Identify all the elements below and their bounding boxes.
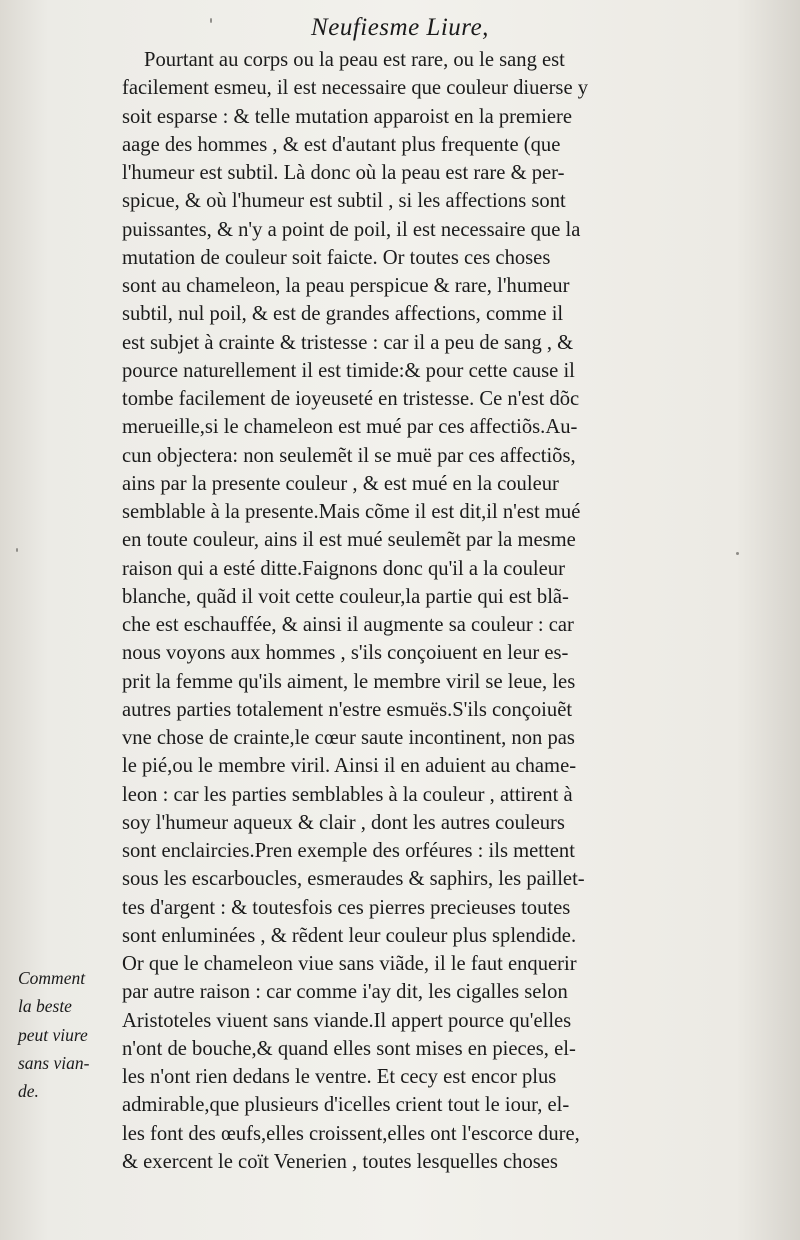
margin-note-line: Comment [18,968,86,988]
text-line: prit la femme qu'ils aiment, le membre viril se leue, les [122,670,576,693]
text-line: le pié,ou le membre viril. Ainsi il en aduient au chame- [122,755,577,778]
margin-note-line: peut viure [18,1024,88,1045]
text-line: n'ont de bouche,& quand elles sont mises en pieces, el- [122,1037,576,1060]
text-line: puissantes, & n'y a point de poil, il est necessaire que la [122,218,581,241]
ink-speck [736,552,739,555]
text-line: par autre raison : car comme i'ay dit, les cigalles selon [122,981,568,1004]
text-line: raison qui a esté ditte.Faignons donc qu'il a la couleur [122,557,565,580]
text-line: & exercent le coït Venerien , toutes lesquelles choses [122,1150,558,1173]
text-line: autres parties totalement n'estre esmuës.S'ils conçoiuẽt [122,698,573,721]
text-line: merueille,si le chameleon est mué par ces affectiõs.Au- [122,416,578,439]
text-line: admirable,que plusieurs d'icelles crient tout le iour, el- [122,1094,570,1117]
margin-note-line: de. [18,1081,39,1101]
running-title: Neufiesme Liure, [311,14,489,41]
text-line: tombe facilement de ioyeuseté en tristesse. Ce n'est dõc [122,388,580,410]
text-line: Or que le chameleon viue sans viãde, il le faut enquerir [122,953,577,975]
text-line: Aristoteles viuent sans viande.Il appert pource qu'elles [122,1009,572,1032]
text-line: sous les escarboucles, esmeraudes & saphirs, les paillet- [122,868,585,891]
margin-note-line: sans vian- [18,1052,90,1073]
margin-note [18,964,122,1105]
text-line: vne chose de crainte,le cœur saute incontinent, non pas [122,727,575,749]
text-line: blanche, quãd il voit cette couleur,la partie qui est blã- [122,585,569,608]
body-text [122,46,722,1176]
text-line: sont enluminées , & rẽdent leur couleur plus splendide. [122,924,577,947]
text-line: semblable à la presente.Mais cõme il est dit,il n'est mué [122,501,581,523]
text-line: en toute couleur, ains il est mué seulemẽt par la mesme [122,529,576,552]
text-line: Pourtant au corps ou la peau est rare, ou le sang est [144,49,565,71]
ink-speck [16,548,18,552]
text-line: sont au chameleon, la peau perspicue & rare, l'humeur [122,275,570,297]
text-line: les n'ont rien dedans le ventre. Et cecy est encor plus [122,1066,557,1088]
text-line: pource naturellement il est timide:& pour cette cause il [122,359,575,382]
text-line: nous voyons aux hommes , s'ils conçoiuent en leur es- [122,642,569,665]
text-line: soy l'humeur aqueux & clair , dont les autres couleurs [122,811,565,834]
text-line: l'humeur est subtil. Là donc où la peau est rare & per- [122,162,565,184]
text-line: ains par la presente couleur , & est mué en la couleur [122,472,559,495]
text-line: mutation de couleur soit faicte. Or toutes ces choses [122,246,551,269]
text-line: leon : car les parties semblables à la couleur , attirent à [122,783,573,806]
text-line: cun objectera: non seulemẽt il se muë par ces affectiõs, [122,444,576,467]
text-line: che est eschauffée, & ainsi il augmente sa couleur : car [122,614,574,636]
text-line: spicue, & où l'humeur est subtil , si les affections sont [122,190,566,213]
text-line: tes d'argent : & toutesfois ces pierres precieuses toutes [122,896,571,919]
text-line: facilement esmeu, il est necessaire que couleur diuerse y [122,77,589,100]
text-line: est subjet à crainte & tristesse : car il a peu de sang , & [122,331,574,354]
ink-speck [210,18,212,23]
text-line: sont enclaircies.Pren exemple des orféures : ils mettent [122,840,575,862]
text-line: les font des œufs,elles croissent,elles ont l'escorce dure, [122,1122,580,1145]
text-line: soit esparse : & telle mutation apparoist en la premiere [122,105,573,128]
text-line: subtil, nul poil, & est de grandes affections, comme il [122,303,564,326]
text-line: aage des hommes , & est d'autant plus frequente (que [122,133,561,156]
margin-note-line: la beste [18,996,72,1017]
